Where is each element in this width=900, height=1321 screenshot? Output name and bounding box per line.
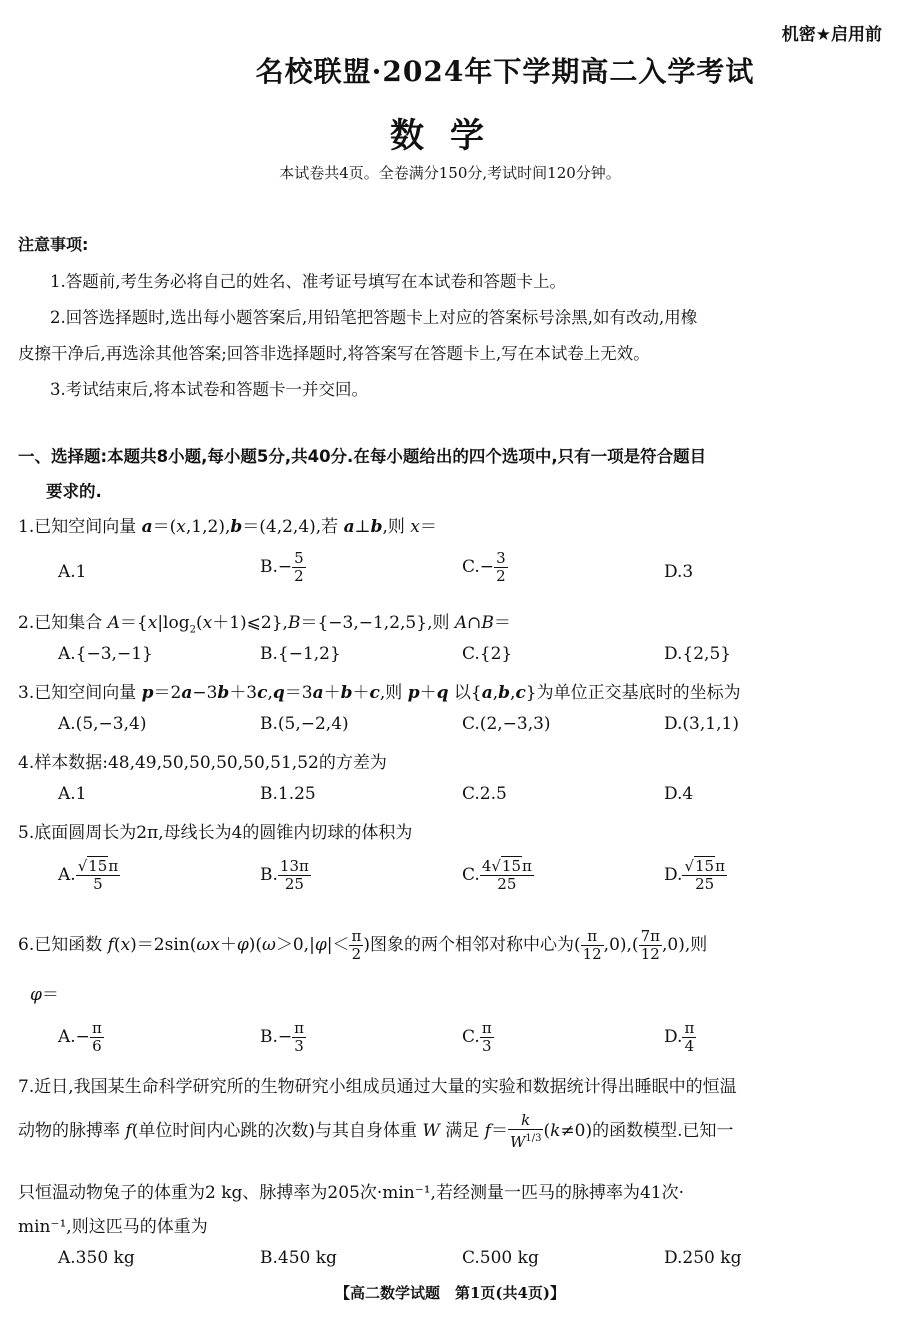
note-item-1: 1.答题前,考生务必将自己的姓名、准考证号填写在本试卷和答题卡上。 xyxy=(50,272,566,291)
question-7-line4: min⁻¹,则这匹马的体重为 xyxy=(18,1217,208,1237)
q2-option-c: C.{2} xyxy=(462,644,513,664)
q5-option-b: B. $\frac{13\pi}{25}$ xyxy=(260,857,309,893)
confidential-label: 机密★启用前 xyxy=(781,25,882,45)
q1-option-d: D.3 xyxy=(664,562,694,582)
q4-option-a: A.1 xyxy=(58,784,87,804)
note-item-2a: 2.回答选择题时,选出每小题答案后,用铅笔把答题卡上对应的答案标号涂黑,如有改动,用橡 xyxy=(50,308,698,327)
q6-option-c: C. $\frac{\pi}{3}$ xyxy=(462,1019,492,1055)
exam-info: 本试卷共4页。全卷满分150分,考试时间120分钟。 xyxy=(279,164,621,182)
question-1: 1.已知空间向量 a＝(x,1,2),b＝(4,2,4),若 a⊥b,则 x＝ xyxy=(18,517,437,537)
exam-title: 名校联盟·2024年下学期高二入学考试 xyxy=(255,55,755,88)
q4-option-c: C.2.5 xyxy=(462,784,507,804)
q6-option-d: D. $\frac{\pi}{4}$ xyxy=(664,1019,695,1055)
question-7-line1: 7.近日,我国某生命科学研究所的生物研究小组成员通过大量的实验和数据统计得出睡眠中的恒温 xyxy=(18,1077,737,1097)
question-2: 2.已知集合 $A=\{x|\log_2(x+1)⩽2\},B=\{-3,-1,2,5\}$,则 A∩B＝ xyxy=(18,613,511,636)
section-heading-line1: 一、选择题:本题共8小题,每小题5分,共40分.在每小题给出的四个选项中,只有一项是符合题目 xyxy=(18,447,707,466)
subject-title: 数学 xyxy=(390,116,510,156)
q7-option-c: C.500 kg xyxy=(462,1248,539,1268)
notes-heading: 注意事项: xyxy=(18,235,89,254)
question-4: 4.样本数据:48,49,50,50,50,50,51,52的方差为 xyxy=(18,753,387,773)
q4-option-d: D.4 xyxy=(664,784,694,804)
page-footer: 【高二数学试题 第1页(共4页)】 xyxy=(334,1284,566,1302)
note-item-3: 3.考试结束后,将本试卷和答题卡一并交回。 xyxy=(50,380,368,399)
note-item-2b: 皮擦干净后,再选涂其他答案;回答非选择题时,将答案写在答题卡上,写在本试卷上无效。 xyxy=(18,344,650,363)
q7-option-d: D.250 kg xyxy=(664,1248,742,1268)
q3-option-b: B.(5,−2,4) xyxy=(260,714,349,734)
q1-option-b: B.− $\frac{5}{2}$ xyxy=(260,549,304,585)
q6-option-a: A.− $\frac{\pi}{6}$ xyxy=(58,1019,102,1055)
q6-option-b: B.− $\frac{\pi}{3}$ xyxy=(260,1019,304,1055)
q1-option-a: A.1 xyxy=(58,562,87,582)
q4-option-b: B.1.25 xyxy=(260,784,316,804)
q5-option-a: A. $\frac{√15\pi}{5}$ xyxy=(58,857,119,893)
q2-option-d: D.{2,5} xyxy=(664,644,732,664)
q5-option-d: D. $\frac{√15\pi}{25}$ xyxy=(664,857,725,893)
question-6: 6.已知函数 f(x)＝2sin(ωx＋φ)(ω＞0,|φ|＜ $\frac{\pi}{2}$ )图象的两个相邻对称中心为( $\frac{\pi}{12}$ ,0),( $\frac{7\pi}{12}$ ,0),则 xyxy=(18,927,708,963)
question-3: 3.已知空间向量 p＝2a−3b＋3c,q＝3a＋b＋c,则 p＋q 以{a,b,c}为单位正交基底时的坐标为 xyxy=(18,683,741,703)
question-5: 5.底面圆周长为2π,母线长为4的圆锥内切球的体积为 xyxy=(18,823,413,843)
q2-option-a: A.{−3,−1} xyxy=(58,644,153,664)
question-7-line2: 动物的脉搏率 f(单位时间内心跳的次数)与其自身体重 W 满足 f＝ $\frac{k}{W^{1/3}}$ (k≠0)的函数模型.已知一 xyxy=(18,1111,734,1151)
section-heading-line2: 要求的. xyxy=(46,482,102,501)
q1-option-c: C.− $\frac{3}{2}$ xyxy=(462,549,506,585)
q3-option-d: D.(3,1,1) xyxy=(664,714,739,734)
q3-option-a: A.(5,−3,4) xyxy=(58,714,147,734)
q2-option-b: B.{−1,2} xyxy=(260,644,341,664)
q3-option-c: C.(2,−3,3) xyxy=(462,714,551,734)
question-6-cont: φ＝ xyxy=(30,985,59,1005)
q7-option-a: A.350 kg xyxy=(58,1248,135,1268)
question-7-line3: 只恒温动物兔子的体重为2 kg、脉搏率为205次·min⁻¹,若经测量一匹马的脉搏率为41次· xyxy=(18,1183,684,1203)
q7-option-b: B.450 kg xyxy=(260,1248,337,1268)
q5-option-c: C. $\frac{4√15\pi}{25}$ xyxy=(462,857,532,893)
